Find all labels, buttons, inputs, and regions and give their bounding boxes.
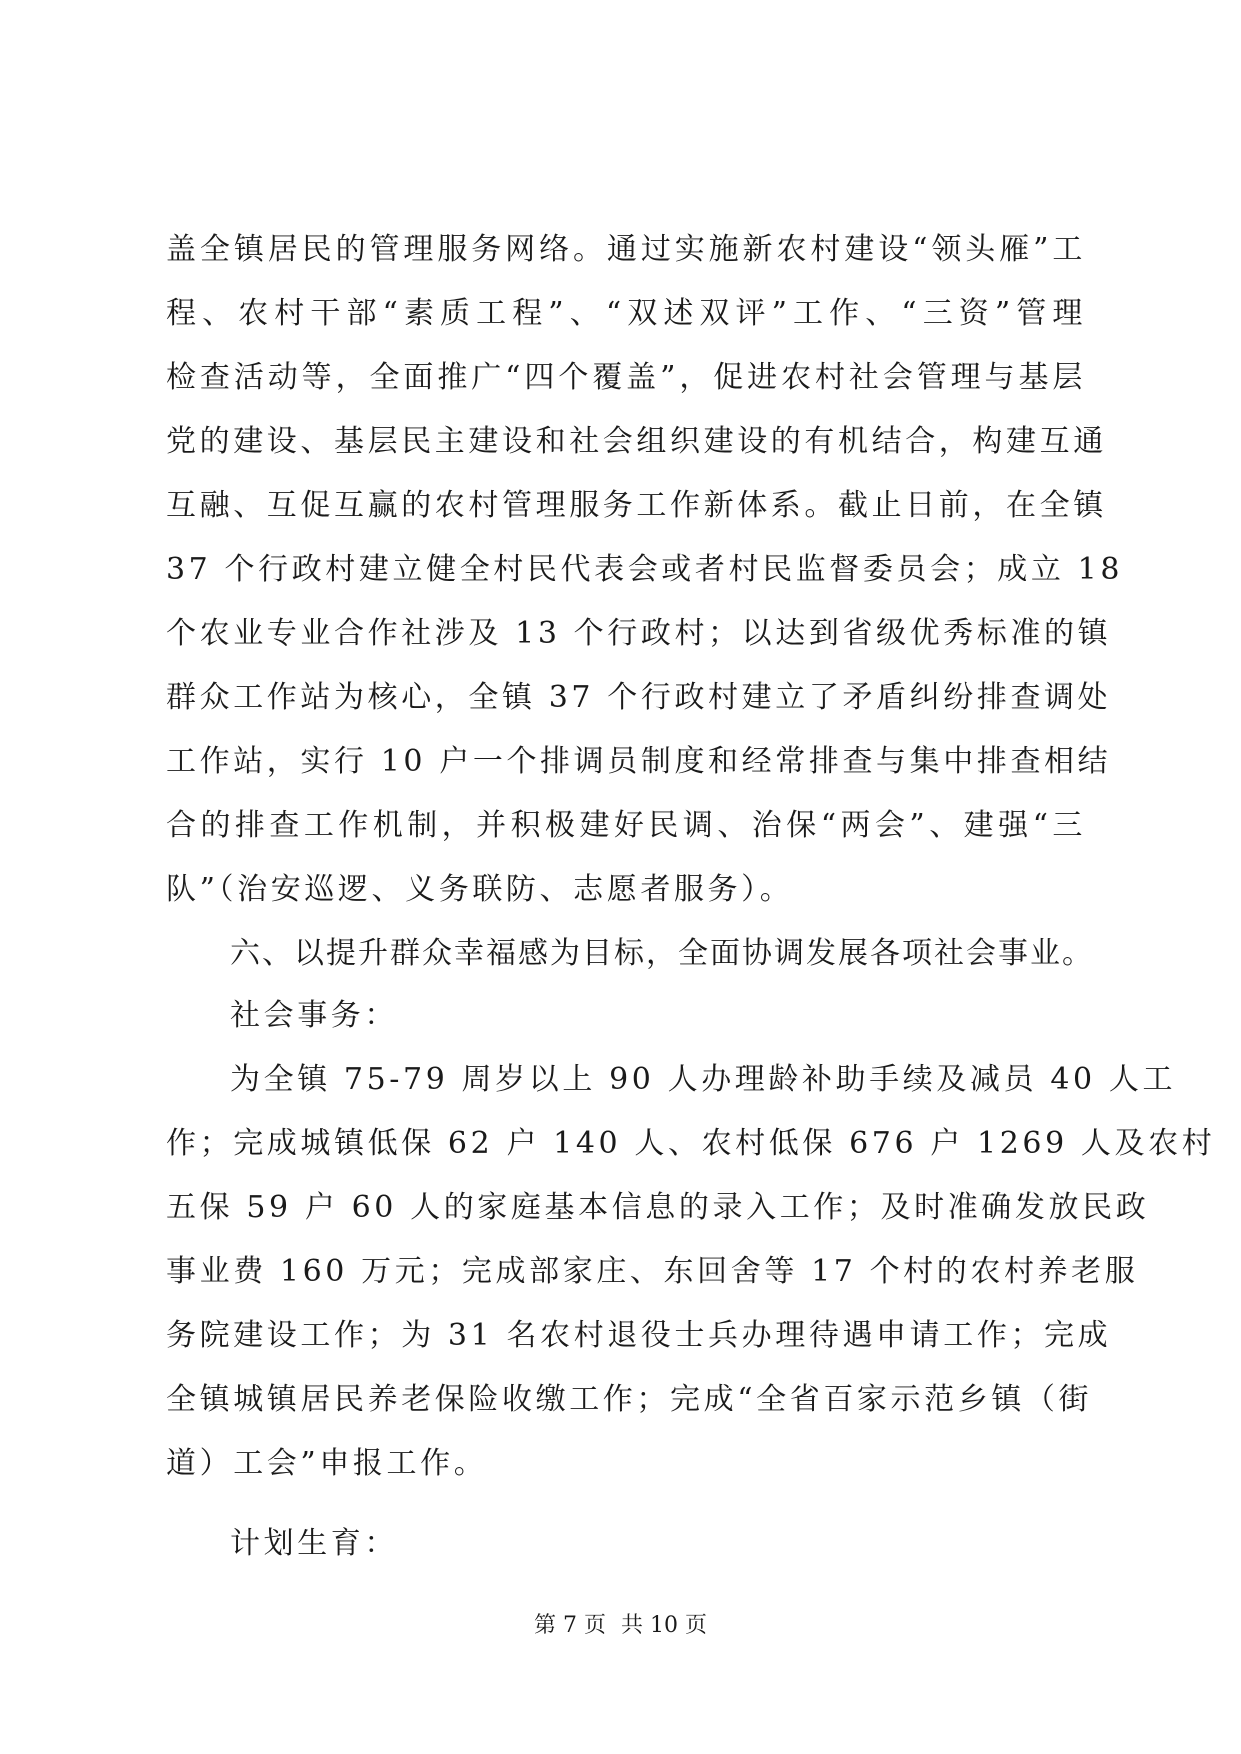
text-line: 作；完成城镇低保 62 户 140 人、农村低保 676 户 1269 人及农村	[166, 1126, 1216, 1161]
text-line: 五保 59 户 60 人的家庭基本信息的录入工作；及时准确发放民政	[166, 1190, 1150, 1225]
section-heading: 六、以提升群众幸福感为目标，全面协调发展各项社会事业。	[230, 936, 1094, 971]
text-line: 工作站，实行 10 户一个排调员制度和经常排查与集中排查相结	[166, 744, 1112, 779]
text-line: 党的建设、基层民主建设和社会组织建设的有机结合，构建互通	[166, 424, 1107, 459]
text-line: 事业费 160 万元；完成部家庄、东回舍等 17 个村的农村养老服	[166, 1254, 1139, 1289]
text-line: 道）工会”申报工作。	[166, 1446, 488, 1481]
subheading-social-affairs: 社会事务：	[230, 998, 398, 1033]
page-number: 第 7 页	[534, 1613, 606, 1638]
text-line: 互融、互促互赢的农村管理服务工作新体系。截止日前，在全镇	[166, 488, 1107, 523]
text-line: 检查活动等，全面推广“四个覆盖”，促进农村社会管理与基层	[166, 360, 1086, 395]
subheading-family-planning: 计划生育：	[230, 1526, 398, 1561]
text-line: 全镇城镇居民养老保险收缴工作；完成“全省百家示范乡镇（街	[166, 1382, 1093, 1417]
text-line: 盖全镇居民的管理服务网络。通过实施新农村建设“领头雁”工	[166, 232, 1086, 267]
text-line: 务院建设工作；为 31 名农村退役士兵办理待遇申请工作；完成	[166, 1318, 1112, 1353]
page-footer	[0, 1611, 1241, 1641]
text-line: 队”（治安巡逻、义务联防、志愿者服务）。	[166, 872, 794, 907]
text-line: 程、农村干部“素质工程”、“双述双评”工作、“三资”管理	[166, 296, 1086, 331]
text-line: 37 个行政村建立健全村民代表会或者村民监督委员会；成立 18	[166, 552, 1124, 587]
text-line: 个农业专业合作社涉及 13 个行政村；以达到省级优秀标准的镇	[166, 616, 1112, 651]
text-line: 合的排查工作机制，并积极建好民调、治保“两会”、建强“三	[166, 808, 1086, 843]
page-total: 共 10 页	[621, 1613, 707, 1638]
text-line: 为全镇 75-79 周岁以上 90 人办理龄补助手续及减员 40 人工	[230, 1062, 1177, 1097]
text-line: 群众工作站为核心，全镇 37 个行政村建立了矛盾纠纷排查调处	[166, 680, 1112, 715]
